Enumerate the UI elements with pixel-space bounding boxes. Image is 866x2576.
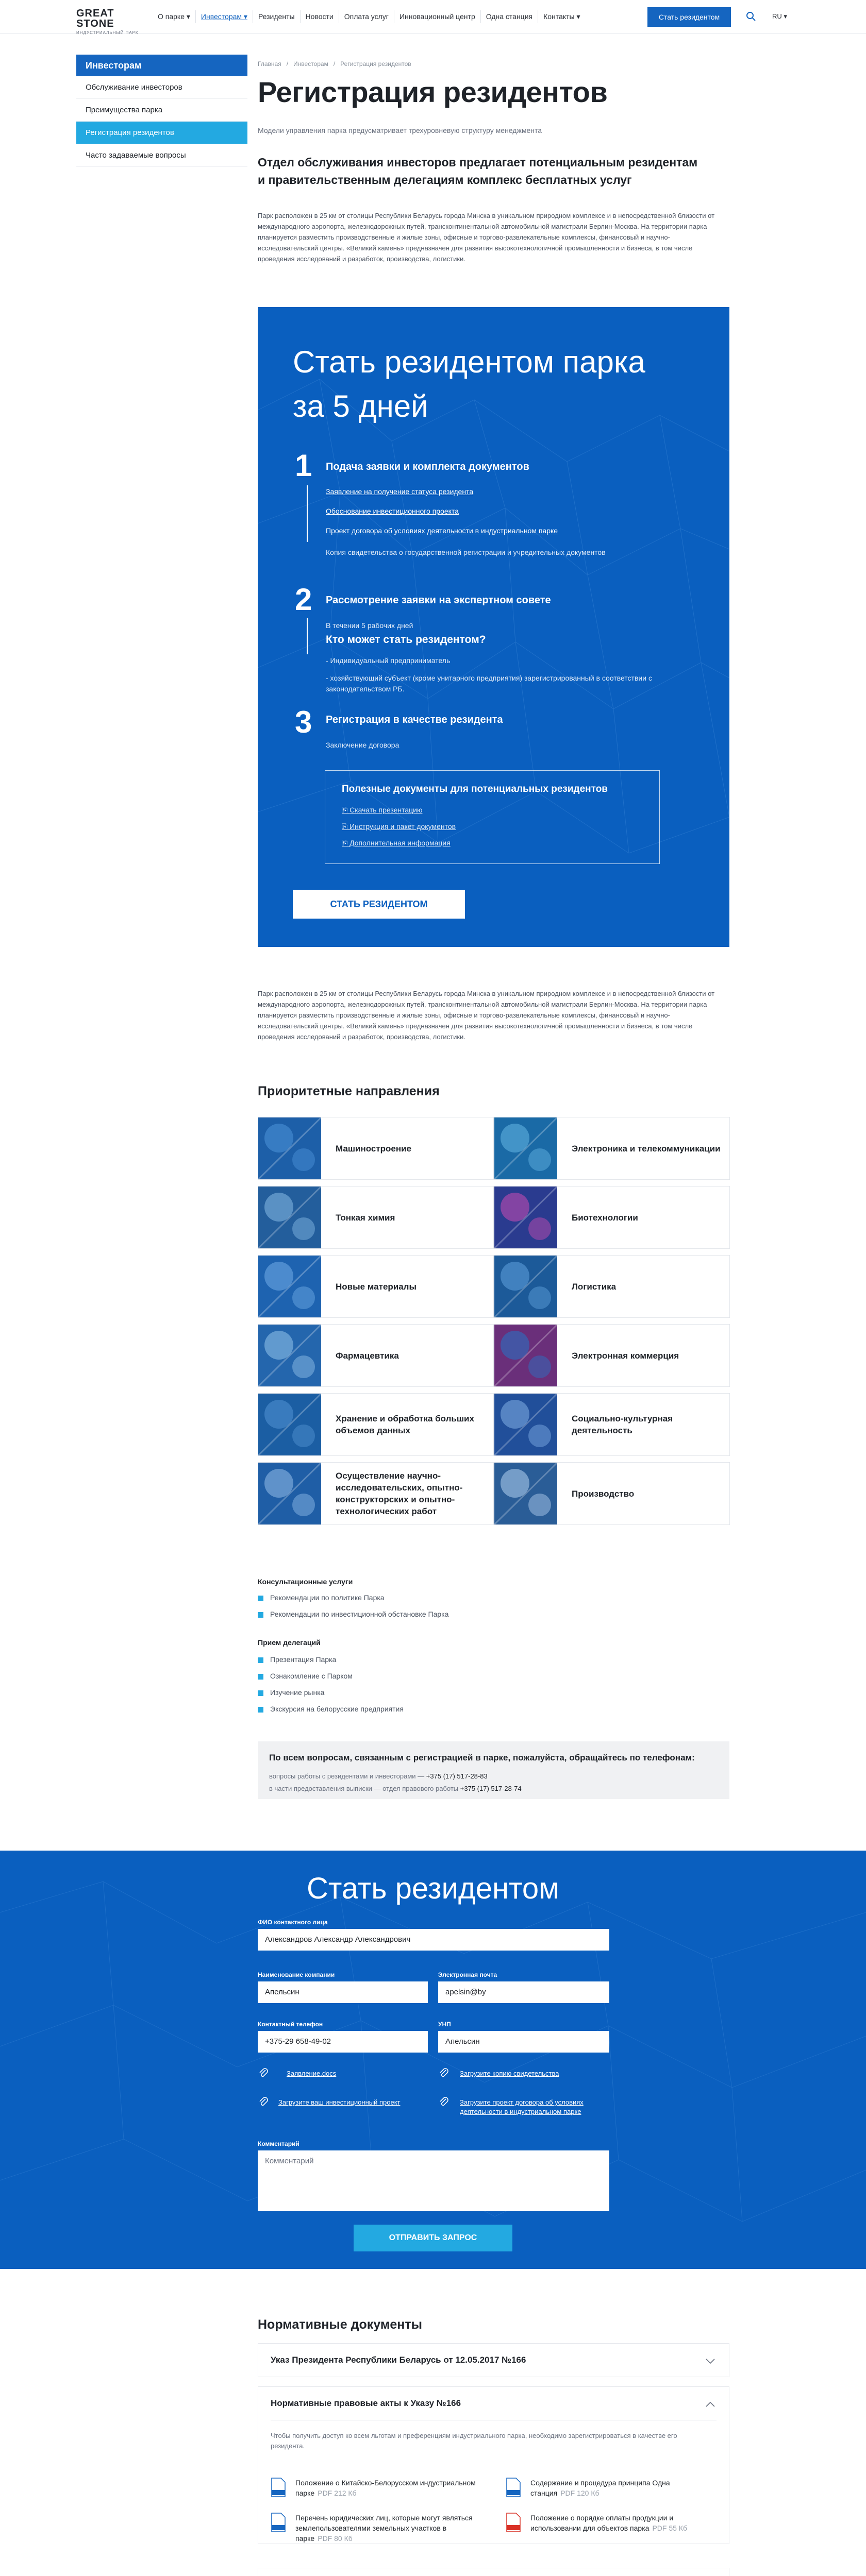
direction-label-text: Фармацевтика <box>336 1350 399 1361</box>
sidebar <box>76 55 247 167</box>
nav-investors[interactable]: Инвесторам ▾ <box>196 10 253 23</box>
doc-file-icon <box>271 2478 286 2497</box>
fio-input[interactable]: Александров Александр Александрович <box>258 1929 609 1951</box>
contact-note-title: По всем вопросам, связанным с регистрацией в парке, пожалуйста, обращайтесь по телефонам: <box>269 1753 695 1762</box>
doc-item-name <box>295 2478 481 2498</box>
direction-card[interactable] <box>258 1117 494 1180</box>
step-2-who-2: - хозяйствующий субъект (кроме унитарного предприятия) зарегистрированный в соответствии с законодательством РБ. <box>326 674 652 693</box>
sidebar-item-registration[interactable]: Регистрация резидентов <box>76 122 247 144</box>
form-title: Стать резидентом <box>306 1872 560 1905</box>
step-1-note: Копия свидетельства о государственной регистрации и учредительных документов <box>326 548 606 556</box>
direction-image <box>258 1256 321 1317</box>
direction-image <box>494 1394 557 1455</box>
company-label: Наименование компании <box>258 1971 335 1978</box>
directions-title: Приоритетные направления <box>258 1084 440 1098</box>
doc-item-name <box>530 2478 716 2498</box>
upload-investment-project[interactable]: Загрузите ваш инвестиционный проект <box>278 2098 401 2106</box>
nav-residents[interactable]: Резиденты <box>253 10 301 23</box>
logo-sub: ИНДУСТРИАЛЬНЫЙ ПАРК <box>76 30 139 35</box>
direction-label-text: Машиностроение <box>336 1143 412 1154</box>
sidebar-title: Инвесторам <box>76 55 247 76</box>
delegation-item <box>258 1688 324 1697</box>
direction-card[interactable] <box>494 1393 730 1456</box>
unp-input[interactable]: Апельсин <box>438 2031 609 2053</box>
contact-phone-2[interactable]: +375 (17) 517-28-74 <box>460 1785 522 1792</box>
lead-paragraph: Парк расположен в 25 км от столицы Республики Беларусь города Минска в уникальном природном комплексе и в непосредственной близости от международного аэропорта, железнодорожных путей, трансконтинентальной автомобильной магистрали Берлин-Москва. На территории парка планируется разместить производственные и жилые зоны, офисные и торгово-развлекательные комплексы, финансовый и научно-исследовательский центры. «Великий камень» предназначен для развития высокотехнологичной промышленности и бизнеса, в том числе проведения исследований и разработок, производства, логистики. <box>258 212 715 263</box>
phone-input[interactable]: +375-29 658-49-02 <box>258 2031 428 2053</box>
fio-label: ФИО контактного лица <box>258 1919 328 1926</box>
direction-image <box>258 1325 321 1386</box>
doc-item-name <box>530 2513 716 2533</box>
direction-label <box>572 1463 721 1524</box>
unp-label: УНП <box>438 2021 451 2028</box>
doc-size: PDF 120 Кб <box>560 2489 599 2497</box>
step-3-title: Регистрация в качестве резидента <box>326 714 503 725</box>
consult-item-label: Рекомендации по инвестиционной обстановке Парка <box>270 1610 449 1618</box>
email-input[interactable]: apelsin@by <box>438 1981 609 2003</box>
direction-card[interactable] <box>258 1324 494 1387</box>
direction-label <box>336 1394 485 1455</box>
sidebar-item-investor-service[interactable]: Обслуживание инвесторов <box>76 76 247 99</box>
doc-link-presentation[interactable]: ⎘ Скачать презентацию <box>342 806 423 814</box>
breadcrumb <box>258 60 417 67</box>
breadcrumb-sep: / <box>286 60 289 67</box>
doc-name-text: Положение о порядке оплаты продукции и использовании для объектов парка <box>530 2514 674 2532</box>
lead-heading: Отдел обслуживания инвесторов предлагает потенциальным резидентам и правительственным делегациям комплекс бесплатных услуг <box>258 156 698 187</box>
doc-item[interactable] <box>506 2513 722 2544</box>
direction-label-text: Производство <box>572 1488 635 1499</box>
direction-card[interactable] <box>494 1462 730 1525</box>
upload-contract-draft[interactable]: Загрузите проект договора об условиях деятельности в индустриальном парке <box>460 2098 584 2115</box>
main-nav <box>153 10 586 23</box>
step-1-link-application[interactable]: Заявление на получение статуса резидента <box>326 487 474 496</box>
accordion-normative-acts-text: Чтобы получить доступ ко всем льготам и преференциям индустриального парка, необходимо зарегистрироваться в качестве его резидента. <box>271 2432 677 2450</box>
direction-image <box>258 1394 321 1455</box>
accordion-normative-acts[interactable] <box>258 2386 729 2544</box>
doc-size: PDF 55 Кб <box>652 2524 687 2532</box>
direction-card[interactable] <box>258 1462 494 1525</box>
delegation-item <box>258 1705 404 1713</box>
direction-label <box>572 1394 721 1455</box>
chevron-up-icon <box>705 2401 715 2408</box>
step-2-days: В течении 5 рабочих дней <box>326 621 413 630</box>
pdf-file-icon <box>506 2513 521 2532</box>
direction-card[interactable] <box>494 1117 730 1180</box>
direction-label-text: Хранение и обработка больших объемов данных <box>336 1414 474 1435</box>
doc-item[interactable] <box>271 2513 487 2544</box>
become-resident-header-button[interactable]: Стать резидентом <box>647 7 731 27</box>
promo-steps-block <box>258 307 729 947</box>
doc-name-text: Перечень юридических лиц, которые могут являться землепользователями земельных участков в парке <box>295 2514 473 2543</box>
sidebar-item-advantages[interactable]: Преимущества парка <box>76 99 247 122</box>
useful-docs-box <box>325 770 660 864</box>
nav-contacts[interactable]: Контакты ▾ <box>543 12 580 21</box>
step-1-title: Подача заявки и комплекта документов <box>326 461 529 472</box>
doc-size: PDF 212 Кб <box>318 2489 357 2497</box>
consult-title: Консультационные услуги <box>258 1578 353 1586</box>
contact-note <box>258 1741 729 1799</box>
direction-image <box>258 1463 321 1524</box>
direction-label <box>572 1187 721 1248</box>
direction-card[interactable] <box>494 1186 730 1249</box>
direction-card[interactable] <box>494 1255 730 1318</box>
phone-label: Контактный телефон <box>258 2021 323 2028</box>
nav-news[interactable]: Новости <box>301 10 339 23</box>
step-1-link-contract[interactable]: Проект договора об условиях деятельности в индустриальном парке <box>326 527 558 535</box>
direction-label <box>572 1117 721 1179</box>
doc-file-icon <box>271 2513 286 2532</box>
doc-link-presentation-label: Скачать презентацию <box>349 806 423 814</box>
step-2-who-1: - Индивидуальный предприниматель <box>326 656 451 665</box>
direction-image <box>494 1325 557 1386</box>
direction-image <box>494 1117 557 1179</box>
direction-label <box>336 1256 485 1317</box>
step-3-number: 3 <box>295 705 312 739</box>
direction-image <box>494 1187 557 1248</box>
contact-note-line-2 <box>269 1785 522 1792</box>
direction-label <box>572 1325 721 1386</box>
sidebar-item-faq[interactable]: Часто задаваемые вопросы <box>76 144 247 167</box>
direction-label <box>336 1463 485 1524</box>
nav-about[interactable]: О парке ▾ <box>153 10 196 23</box>
paperclip-icon <box>438 2096 449 2107</box>
step-2-who-title: Кто может стать резидентом? <box>326 634 486 646</box>
direction-label-text: Социально-культурная деятельность <box>572 1414 673 1435</box>
nav-innovation[interactable]: Инновационный центр <box>394 10 481 23</box>
promo-title: Стать резидентом парка за 5 дней <box>293 345 645 423</box>
submit-request-button[interactable]: ОТПРАВИТЬ ЗАПРОС <box>354 2225 512 2251</box>
direction-label <box>572 1256 721 1317</box>
email-label: Электронная почта <box>438 1971 497 1978</box>
doc-item-name <box>295 2513 481 2544</box>
normative-title: Нормативные документы <box>258 2317 422 2332</box>
nav-payment[interactable]: Оплата услуг <box>339 10 394 23</box>
language-selector[interactable]: RU ▾ <box>772 12 787 20</box>
step-2-number: 2 <box>295 582 312 617</box>
company-input[interactable]: Апельсин <box>258 1981 428 2003</box>
accordion-decree-166-title: Указ Президента Республики Беларусь от 12.05.2017 №166 <box>271 2355 526 2365</box>
direction-label-text: Электронная коммерция <box>572 1350 679 1361</box>
consult-item-label: Рекомендации по политике Парка <box>270 1594 385 1602</box>
direction-image <box>258 1117 321 1179</box>
step-3-text: Заключение договора <box>326 741 399 749</box>
become-resident-form-section <box>0 1851 866 2269</box>
direction-label-text: Биотехнологии <box>572 1212 638 1223</box>
breadcrumb-investors[interactable]: Инвесторам <box>293 60 328 67</box>
contact-note-line-2-text: в части предоставления выписки — отдел правового работы <box>269 1785 459 1792</box>
breadcrumb-home[interactable]: Главная <box>258 60 281 67</box>
upload-certificate[interactable]: Загрузите копию свидетельства <box>460 2070 559 2077</box>
delegation-item-label: Презентация Парка <box>270 1655 337 1664</box>
doc-link-additional[interactable]: ⎘ Дополнительная информация <box>342 839 451 847</box>
paperclip-icon <box>258 2096 269 2107</box>
consult-item <box>258 1610 448 1618</box>
accordion-intergov-agreement[interactable] <box>258 2568 729 2576</box>
direction-card[interactable] <box>258 1393 494 1456</box>
doc-name-text: Положение о Китайско-Белорусском индустриальном парке <box>295 2479 476 2497</box>
direction-image <box>258 1187 321 1248</box>
delegations-title: Прием делегаций <box>258 1638 321 1647</box>
header <box>0 0 866 34</box>
doc-size: PDF 80 Кб <box>318 2534 353 2543</box>
doc-item[interactable] <box>271 2478 487 2509</box>
direction-image <box>494 1256 557 1317</box>
doc-name-text: Содержание и процедура принципа Одна станция <box>530 2479 670 2497</box>
accordion-decree-166[interactable] <box>258 2343 729 2377</box>
direction-label <box>336 1187 485 1248</box>
direction-card[interactable] <box>258 1255 494 1318</box>
comment-textarea[interactable]: Комментарий <box>258 2150 609 2211</box>
direction-card[interactable] <box>258 1186 494 1249</box>
paperclip-icon <box>438 2067 449 2078</box>
direction-label-text: Осуществление научно-исследовательских, опытно-конструкторских и опытно-технологических работ <box>336 1471 463 1516</box>
delegation-item <box>258 1672 353 1680</box>
step-2-line <box>307 618 308 654</box>
doc-item[interactable] <box>506 2478 722 2509</box>
direction-image <box>494 1463 557 1524</box>
delegation-item-label: Ознакомление с Парком <box>270 1672 353 1680</box>
breadcrumb-current: Регистрация резидентов <box>340 60 411 67</box>
step-1-number: 1 <box>295 448 312 483</box>
doc-link-additional-label: Дополнительная информация <box>349 839 451 847</box>
direction-label-text: Электроника и телекоммуникации <box>572 1143 721 1154</box>
direction-label-text: Тонкая химия <box>336 1212 395 1223</box>
consult-item <box>258 1594 385 1602</box>
doc-link-instruction-label: Инструкция и пакет документов <box>349 822 456 831</box>
useful-docs-title: Полезные документы для потенциальных резидентов <box>342 784 608 794</box>
breadcrumb-sep: / <box>333 60 336 67</box>
contact-phone-1[interactable]: +375 (17) 517-28-83 <box>426 1772 488 1780</box>
delegation-item-label: Изучение рынка <box>270 1688 325 1697</box>
search-icon[interactable] <box>745 11 757 22</box>
paperclip-icon <box>258 2067 269 2078</box>
nav-one-station[interactable]: Одна станция <box>481 10 538 23</box>
become-resident-promo-button[interactable]: СТАТЬ РЕЗИДЕНТОМ <box>293 890 465 919</box>
accordion-normative-acts-title: Нормативные правовые акты к Указу №166 <box>271 2398 461 2408</box>
step-1-link-justification[interactable]: Обоснование инвестиционного проекта <box>326 507 459 515</box>
direction-label-text: Логистика <box>572 1281 617 1292</box>
chevron-down-icon <box>705 2358 715 2364</box>
upload-application[interactable]: Заявление.docs <box>287 2070 337 2077</box>
logo-main: GREAT STONE <box>76 8 114 29</box>
direction-label <box>336 1325 485 1386</box>
direction-card[interactable] <box>494 1324 730 1387</box>
step-1-line <box>307 485 308 542</box>
step-2-title: Рассмотрение заявки на экспертном совете <box>326 595 551 606</box>
contact-note-line-1-text: вопросы работы с резидентами и инвесторами — <box>269 1772 425 1780</box>
delegation-item-label: Экскурсия на белорусские предприятия <box>270 1705 404 1713</box>
direction-label-text: Новые материалы <box>336 1281 417 1292</box>
delegation-item <box>258 1655 336 1664</box>
doc-link-instruction[interactable]: ⎘ Инструкция и пакет документов <box>342 822 456 831</box>
park-description: Парк расположен в 25 км от столицы Республики Беларусь города Минска в уникальном природном комплексе и в непосредственной близости от международного аэропорта, железнодорожных путей, трансконтинентальной автомобильной магистрали Берлин-Москва. На территории парка планируется разместить производственные и жилые зоны, офисные и торгово-развлекательные комплексы, финансовый и научно-исследовательский центры. «Великий камень» предназначен для развития высокотехнологичной промышленности и бизнеса, в том числе проведения исследований и разработок, производства, логистики. <box>258 990 715 1041</box>
page-subtitle: Модели управления парка предусматривает трехуровневую структуру менеджмента <box>258 126 542 134</box>
contact-note-line-1 <box>269 1772 488 1780</box>
page-title: Регистрация резидентов <box>258 76 608 108</box>
comment-label: Комментарий <box>258 2140 299 2147</box>
doc-file-icon <box>506 2478 521 2497</box>
logo[interactable] <box>76 8 143 35</box>
direction-label <box>336 1117 485 1179</box>
